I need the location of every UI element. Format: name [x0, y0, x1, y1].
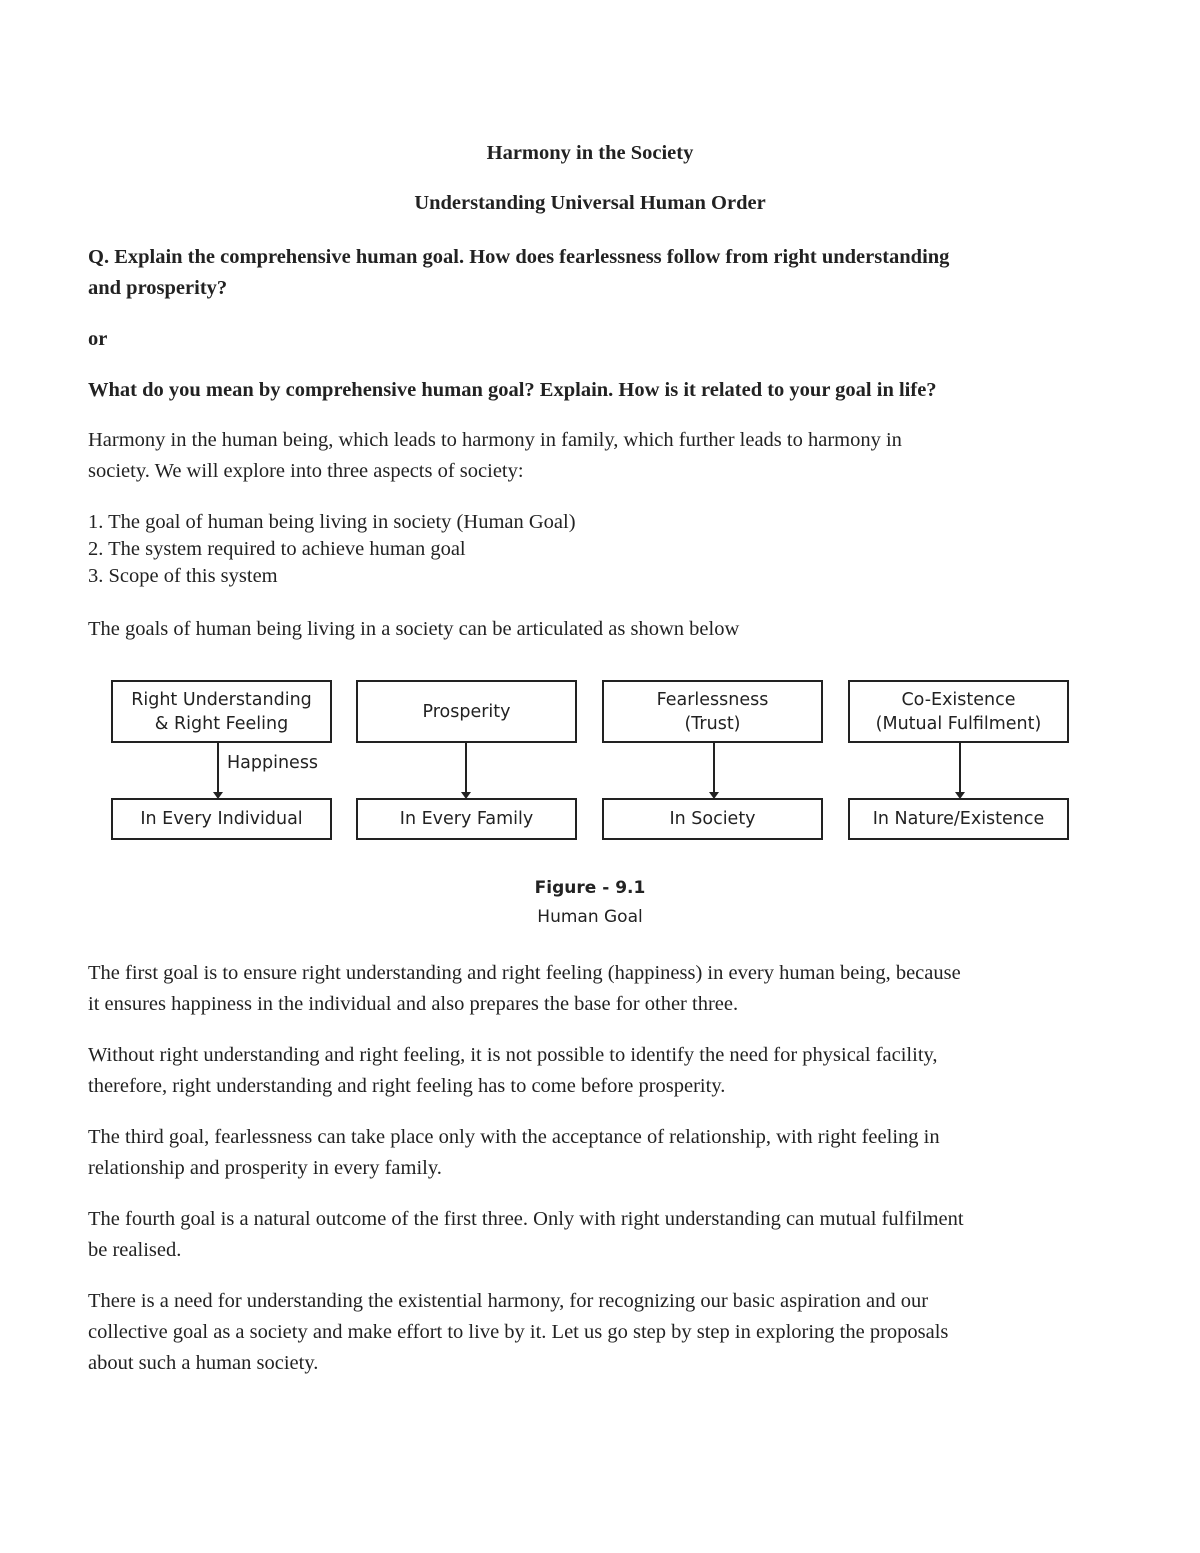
list-item: 3. Scope of this system	[88, 565, 278, 587]
paragraph-4	[88, 1204, 1118, 1266]
box-prosperity	[356, 680, 577, 743]
text-line: The first goal is to ensure right understanding and right feeling (happiness) in every human being, because	[88, 962, 961, 984]
paragraph-3	[88, 1122, 1118, 1184]
text-line: What do you mean by comprehensive human goal? Explain. How is it related to your goal in life?	[88, 379, 937, 401]
text-line: relationship and prosperity in every family.	[88, 1157, 442, 1179]
box-label: (Trust)	[684, 713, 741, 734]
box-fearlessness	[602, 680, 823, 743]
page-subtitle: Understanding Universal Human Order	[414, 192, 766, 214]
text-line: The third goal, fearlessness can take place only with the acceptance of relationship, with right feeling in	[88, 1126, 940, 1148]
text-line: about such a human society.	[88, 1352, 319, 1374]
box-label: Fearlessness	[656, 689, 769, 710]
text-line: society. We will explore into three aspects of society:	[88, 460, 524, 482]
text-line: it ensures happiness in the individual and also prepares the base for other three.	[88, 993, 739, 1015]
box-every-individual: In Every Individual	[111, 798, 332, 840]
box-nature-existence: In Nature/Existence	[848, 798, 1069, 840]
arrow-down-icon	[959, 743, 961, 795]
page-title: Harmony in the Society	[486, 142, 694, 164]
question-1	[88, 242, 1118, 304]
figure-caption: Human Goal	[537, 907, 643, 927]
paragraph-2	[88, 1040, 1118, 1102]
intro-paragraph	[88, 425, 1118, 487]
goals-intro	[88, 614, 1118, 645]
arrow-down-icon	[465, 743, 467, 795]
box-label: (Mutual Fulfilment)	[875, 713, 1042, 734]
text-line: and prosperity?	[88, 277, 228, 299]
text-line: collective goal as a society and make effort to live by it. Let us go step by step in exploring the proposals	[88, 1321, 949, 1343]
box-label: Prosperity	[422, 701, 511, 722]
box-society: In Society	[602, 798, 823, 840]
text-line: There is a need for understanding the existential harmony, for recognizing our basic aspiration and our	[88, 1290, 929, 1312]
text-line: Q. Explain the comprehensive human goal. How does fearlessness follow from right understanding	[88, 246, 950, 268]
text-line: or	[88, 328, 108, 350]
box-label: Right Understanding	[131, 689, 312, 710]
text-line: Without right understanding and right feeling, it is not possible to identify the need for physical facility,	[88, 1044, 938, 1066]
paragraph-1	[88, 958, 1118, 1020]
question-2	[88, 375, 1118, 406]
or-text	[88, 324, 1118, 355]
text-line: Harmony in the human being, which leads to harmony in family, which further leads to harmony in	[88, 429, 902, 451]
box-right-understanding	[111, 680, 332, 743]
arrow-down-icon	[217, 743, 219, 795]
text-line: therefore, right understanding and right feeling has to come before prosperity.	[88, 1075, 726, 1097]
box-every-family: In Every Family	[356, 798, 577, 840]
arrow-down-icon	[713, 743, 715, 795]
aspects-list	[88, 509, 1118, 590]
box-co-existence	[848, 680, 1069, 743]
text-line: The goals of human being living in a society can be articulated as shown below	[88, 618, 740, 640]
list-item: 1. The goal of human being living in society (Human Goal)	[88, 511, 576, 533]
list-item: 2. The system required to achieve human goal	[88, 538, 466, 560]
box-label: & Right Feeling	[154, 713, 289, 734]
paragraph-5	[88, 1286, 1118, 1379]
text-line: The fourth goal is a natural outcome of the first three. Only with right understanding can mutual fulfilment	[88, 1208, 964, 1230]
arrow-label-happiness: Happiness	[227, 753, 319, 773]
figure-number: Figure - 9.1	[534, 878, 646, 898]
text-line: be realised.	[88, 1239, 182, 1261]
box-label: Co-Existence	[901, 689, 1016, 710]
